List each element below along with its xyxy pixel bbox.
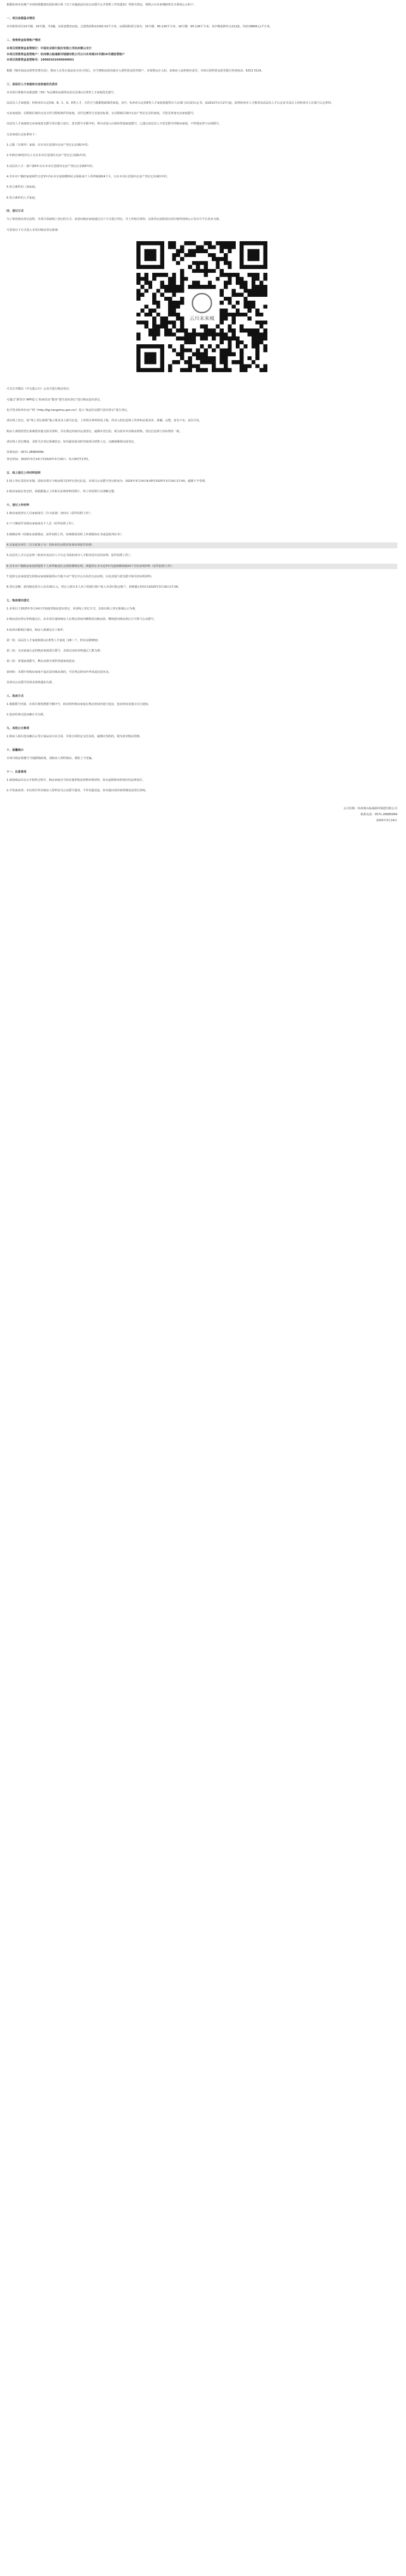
section3-p4: 高层次人才家庭和无房家庭优先摇号各自独立进行。优先摇号未摇中的，将自动进入后续的普通家庭摇号。已通过高层次人才优先摇号的购房家庭，不得重复参与后续摇号。 [7, 122, 222, 126]
section9-title: 九、其他公示事项 [7, 727, 29, 731]
qr-code-container [7, 241, 397, 375]
section4-p7: 购房人须按照登记系统要求提交相关资料，并在规定时间内完成登记。逾期未登记的，视为放弃本次购房资格。登记信息须与实际情况一致。 [7, 429, 182, 433]
signature-phone: 联系电话：0571-28685999 [360, 812, 397, 816]
section2-bank: 本项目预售资金监管银行：中国农业银行股份有限公司杭州萧山支行 [7, 46, 92, 50]
section1-body: 本次销售项目15号楼、16号楼，共2幢，房屋套数212套，总建筑面积22182.02平方米。房源面积段分别为：15号楼：95-126平方米，16号楼：95-126平方米，其中精装修住宅212套，均价18806元/平方米。 [7, 25, 273, 28]
section7-p8: 具体以公证摇号结果及现场通知为准。 [7, 681, 55, 685]
section3-title: 三、高层次人才家庭和无房家庭优先供应 [7, 82, 58, 86]
section4-p3: 可关注并微信（中交建云川）公众号进行购房登记： [7, 387, 72, 391]
intro: 根据杭州市房地产市场持续健康发展协调小组《关于实施商品住房公证摇号公开销售工作的通知》等相关规定，现将云川未来城销售有关事项公示如下： [7, 3, 196, 7]
section3-p1: 本次项目将推出房源套数（50）%比例的房源供高层次及萧山区E类人才家庭优先摇号。 [7, 91, 117, 94]
qr-code[interactable] [136, 241, 267, 372]
section3-item4: 4.非本市户籍的家庭须符合近3年内在本市连续缴纳社会保险或个人所得税满24个月，且在本市区范围内无房产登记记录满1年的； [7, 175, 170, 178]
section3-p3: 无房家庭指：在限购区域内无房且符合限购条件的家庭。首付比例符合首套房标准，且在限购区域内无房产登记记录的家庭，可优先参加无房家庭摇号。 [7, 112, 196, 116]
section11-p2: 2.开发商承诺：本次项目所有购房人资料仅为公证摇号使用，不作其他用途，如有疑问请咨询售楼处或登记热线。 [7, 788, 148, 792]
section4-title: 四、登记方式 [7, 210, 24, 213]
section8-title: 八、选房方式 [7, 694, 24, 698]
section3-item6: 6.符合条件的人才家庭。 [7, 196, 38, 200]
section6-item2: 2.户口簿原件及购房家庭成员个人页（原件拍照上传）； [7, 522, 76, 526]
section1-title: 一、项目房源基本情况 [7, 16, 35, 20]
section4-p8: 请在线上登记期间，及时关注登记系统状态，如有疑问请及时咨询项目销售人员，以确保顺利完成登记。 [7, 440, 137, 444]
section3-item5: 5.符合条件的三孩家庭； [7, 186, 38, 189]
section4-p4: 可通过“浙里办”APP进入“杭州住房”服务“摇号意向登记”进行购房意向登记。 [7, 398, 103, 402]
section7-p5: 第二轮：无房家庭认定的购房家庭进行摇号，具体以实际审核通过人数为准； [7, 649, 103, 653]
section7-p4: 第一轮：高层次人才家庭和萧山区E类人才家庭（28）户，供应房源58套； [7, 638, 101, 642]
section5-p1: 1.线上登记采用实名制，需如实填写与购房相关的所有登记信息。本项目公证摇号登记时间为：2025年3月14日9:00至2025年3月16日17:00，逾期不予受理。 [7, 479, 208, 483]
signature-company: 公司名称：杭州萧山临浦新村城建有限公司 [343, 806, 397, 810]
signature-date: 2025年3月14日 [376, 818, 397, 822]
section3-item1: 1.已婚（含离异）家庭：在本市区范围内无房产登记记录满1年的； [7, 144, 91, 147]
section9-p1: 1.购房人须在选房确认后签订商品房买卖合同，并按合同约定支付房款，逾期未签约的，视为放弃购房资格。 [7, 734, 142, 738]
section10-title: 十、温馨提示 [7, 748, 24, 752]
section7-title: 七、购房意向登记 [7, 599, 29, 603]
section2-account: 本项目预售资金监管账户：杭州萧山临浦新村城建有限公司云川未来城15号楼16号楼监管账户 [7, 52, 125, 56]
section2-title: 二、预售资金监管账户情况 [7, 38, 41, 42]
section2-account-number: 本项目预售资金监管账号：19060101040049601 [7, 58, 74, 62]
section7-p3: 3.杭州市限购区域内，购房人须满足以下条件： [7, 628, 66, 632]
section6-item1: 1.购房家庭登记人员家庭成员（含夫或妻）身份证（原件拍照上传）； [7, 512, 93, 516]
section7-p1: 1.本项目于2025年3月14日开始接受购房意向登记，采用线上登记方式，具体以线上登记系统公示为准。 [7, 607, 138, 611]
section6-item8: 8.登记金额：意向购房款为人民币30万元，登记人须以本人名下的银行账户转入本项目指定账户，转账截止时间为2025年3月16日17:00。 [7, 585, 181, 589]
section4-phone: 咨询电话：0571-28685999； [7, 451, 46, 455]
section4-p1: 为了简化购房登记流程，本项目采取线上登记的方式。请意向购房家庭通过以下方式进行登记，并上传相关材料。具体登记流程请以项目销售现场公示及官方平台发布为准。 [7, 218, 222, 222]
section4-p2: 可采用以下方式进入本项目购房登记系统： [7, 228, 61, 232]
qr-logo-text: 云川未来城 [189, 316, 214, 322]
section6-item3: 3.婚姻证明（结婚证或离婚证，原件拍照上传，如离婚需同时上传离婚协议书或法院判决书）； [7, 533, 124, 536]
section6-item4: 4.以家庭为单位（含夫或妻子女）的杭州住房情况查询证明原件拍照； [5, 542, 397, 548]
section3-p2: 高层次人才家庭指：经杭州市认定的A、B、C、D、E类人才，且符合当地限购政策的家庭。其中，杭州市认定的E类人才家庭须提供市人社部门出具的认定书，或2021年1月27日起，取得杭州市人才服务局高层次人才认定证书及以上的杭州市人社部门认定材料。 [7, 101, 334, 105]
section8-p1: 1.根据摇号结果，本项目将按照摇号顺序号，依次组织购房家庭在规定时间内进行选房，选房时间及地点另行通知。 [7, 702, 151, 706]
section3-item3: 3.高层次人才：落户满3年且在本市区范围内无房产登记记录满3年的； [7, 164, 95, 168]
signature-block [7, 806, 397, 824]
qr-finder-pattern [136, 344, 164, 372]
section6-title: 六、登记上传材料 [7, 504, 29, 507]
qr-finder-pattern [136, 241, 164, 269]
section5-p2: 2.购房家庭在登记时，须根据提示上传相关证明材料的照片，所上传的照片应清晰完整。 [7, 490, 117, 494]
section8-p2: 2.选房结果以选房确认书为准。 [7, 713, 46, 717]
section5-title: 五、线上登记上传材料说明 [7, 471, 41, 475]
qr-finder-pattern [240, 241, 267, 269]
section6-item6: 6.非本市户籍购房家庭须提供个人所得税或社会保险缴纳证明，须提供在本市近3年内连续缴纳满24个月的证明材料（原件拍照上传）； [5, 564, 397, 570]
section3-list-intro: 无房家庭认定标准如下： [7, 133, 38, 136]
section7-p7: 第四轮：未摇中的购房家庭不退还意向购房款的，可在规定时间内申请退还意向金。 [7, 670, 111, 674]
section7-p2: 2.购房意向登记审核通过后，由本项目通知购房人在规定时间内缴纳意向购房款，缴纳意向购房款后方可参与公证摇号。 [7, 618, 157, 621]
section6-item5: 5.高层次人才认定证明（杭州市高层次人才认定书或杭州市人才服务局出具的证明，原件拍照上传）； [7, 554, 133, 558]
section11-title: 十一、注意事项 [7, 770, 27, 774]
document [0, 0, 406, 823]
section6-item7: 7.选择无房家庭优先的购房家庭须提供由当地不动产登记中心出具的无房证明，以及其他与优先摇号相关的证明材料； [7, 575, 154, 578]
section11-p1: 1.新建商品住房公开销售过程中，购房家庭应当如实提供购房资格审核材料，如有虚假将承担相应的法律责任。 [7, 778, 145, 782]
section4-p6: 请在线上登记，按“线上登记系统”提示要求录入相关信息，上传相关材料的电子版，所录入的信息和上传材料必须真实、准确、完整，如有不实，责任自负。 [7, 419, 202, 423]
section4-p5: 也可登录杭州市房产网（http://fgj.hangzhou.gov.cn/）进入“商品住房摇号意向登记”进行登记。 [7, 409, 130, 413]
section2-body: 根据《城市商品房预售管理办法》，购房人在签订商品房买卖合同后，应当将购房款直接存入预售资金监管账户，未按规定存入的，由购房人承担相应责任。本项目预售资金监管银行咨询电话：6313 3119。 [7, 69, 264, 73]
section4-time: 登记时间：2025年3月14日至2025年3月16日，每天9时至17时。 [7, 458, 91, 462]
section3-item2: 2.年龄在30周岁以上且在本市区范围内无房产登记记录满1年的； [7, 154, 88, 158]
section7-p6: 第三轮：普通家庭摇号，剩余房源全部供普通家庭选房。 [7, 660, 77, 664]
section10-p1: 本项目购房须遵守当地限购政策，请购房人理性购房，谨防上当受骗。 [7, 756, 94, 760]
